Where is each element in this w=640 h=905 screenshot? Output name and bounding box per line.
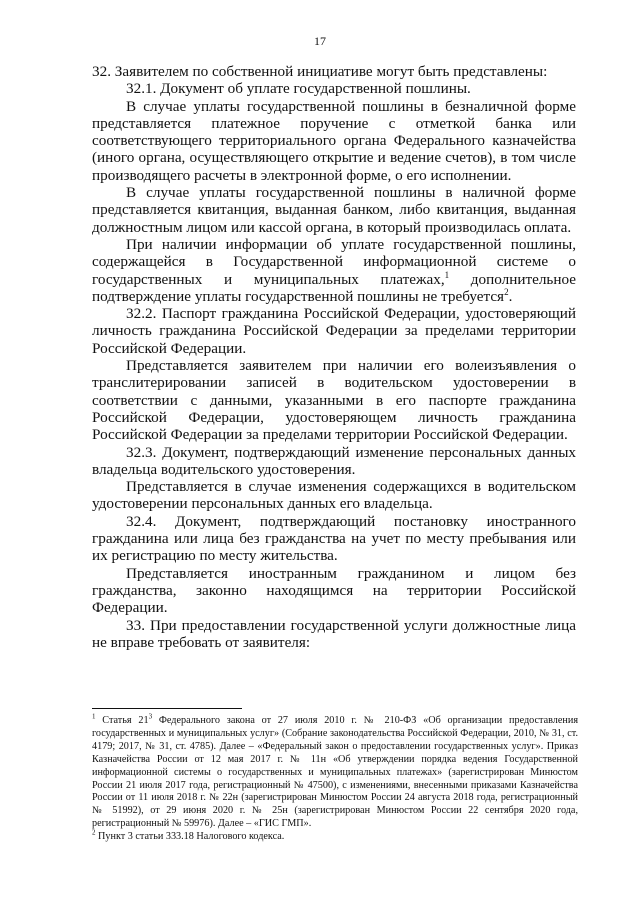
footnote-2 xyxy=(92,828,578,844)
paragraph-32-3-detail: Представляется в случае изменения содержащихся в водительском удостоверении персональных данных его владельца. xyxy=(92,478,576,513)
footnote-divider xyxy=(92,708,242,709)
footnote-text: Статья 21 xyxy=(95,715,149,726)
paragraph-32: 32. Заявителем по собственной инициативе могут быть представлены: xyxy=(92,63,548,80)
paragraph-32-2: 32.2. Паспорт гражданина Российской Федерации, удостоверяющий личность гражданина Российской Федерации за пределами территории Российской Федерации. xyxy=(92,305,576,357)
paragraph-32-2-detail: Представляется заявителем при наличии его волеизъявления о транслитерировании записей в водительском удостоверении в соответствии с данными, указанными в его паспорте гражданина Российской Федерации, удостоверяющем личность гражданина Российской Федерации за пределами территории Российской Федерации. xyxy=(92,357,576,444)
footnote-text: Федерального закона от 27 июля 2010 г. № 210-ФЗ «Об организации предоставления государственных и муниципальных услуг» (Собрание законодательства Российской Федерации, 2010, № 31, ст. 4179; 2017, № 31, ст. 4785). Далее – «Федеральный закон о предоставлении государственных услуг». Приказ Казначейства России от 12 мая 2017 г. № 11н «Об утверждении порядка ведения Государственной информационной системы о государственных и муниципальных платежах» (зарегистрирован Минюстом России 21 июля 2017 года, регистрационный № 47500), с изменениями, внесенными приказами Казначейства России от 11 июля 2018 г. № 22н (зарегистрирован Минюстом России 24 августа 2018 года, регистрационный № 51992), от 29 июня 2020 г. № 25н (зарегистрирован Минюстом России 22 сентября 2020 года, регистрационный № 59976). Далее – «ГИС ГМП». xyxy=(92,715,579,830)
paragraph-32-1: 32.1. Документ об уплате государственной пошлины. xyxy=(126,80,471,98)
document-body xyxy=(92,63,576,651)
footnote-text: Пункт 3 статьи 333.18 Налогового кодекса. xyxy=(95,831,285,843)
footnote-ref-1: 1 xyxy=(444,269,450,280)
paragraph-32-4: 32.4. Документ, подтверждающий постановку иностранного гражданина или лица без гражданства на учет по месту пребывания или их регистрацию по месту жительства. xyxy=(92,512,576,565)
footnote-mark: 1 xyxy=(92,712,96,721)
footnote-superscript: 3 xyxy=(148,712,153,721)
paragraph-32-1-cash: В случае уплаты государственной пошлины в наличной форме представляется квитанция, выданная банком, либо квитанция, выданная должностным лицом или кассой органа, в который производилась оплата. xyxy=(92,184,576,236)
footnote-1 xyxy=(92,712,579,831)
paragraph-text: . xyxy=(508,287,513,305)
paragraph-32-3: 32.3. Документ, подтверждающий изменение персональных данных владельца водительского удостоверения. xyxy=(92,443,576,478)
paragraph-text: дополнительное подтверждение уплаты государственной пошлины не требуется xyxy=(92,270,576,305)
paragraph-32-1-noncash: В случае уплаты государственной пошлины в безналичной форме представляется платежное поручение с отметкой банка или соответствующего территориального органа Федерального казначейства (иного органа, осуществляющего открытие и ведение счетов), в том числе производящего расчеты в электронной форме, о его исполнении. xyxy=(92,97,576,184)
paragraph-text: При наличии информации об уплате государственной пошлины, содержащейся в Государственной информационной системе о государственных и муниципальных платежах, xyxy=(92,235,576,288)
footnote-mark: 2 xyxy=(92,828,96,837)
paragraph-33: 33. При предоставлении государственной услуги должностные лица не вправе требовать от заявителя: xyxy=(92,616,576,651)
footnotes xyxy=(92,708,578,844)
page-number: 17 xyxy=(314,34,326,48)
paragraph-32-4-detail: Представляется иностранным гражданином и лицом без гражданства, законно находящимся на территории Российской Федерации. xyxy=(92,564,576,617)
footnote-ref-2: 2 xyxy=(504,286,509,297)
paragraph-32-1-gis xyxy=(92,236,576,305)
